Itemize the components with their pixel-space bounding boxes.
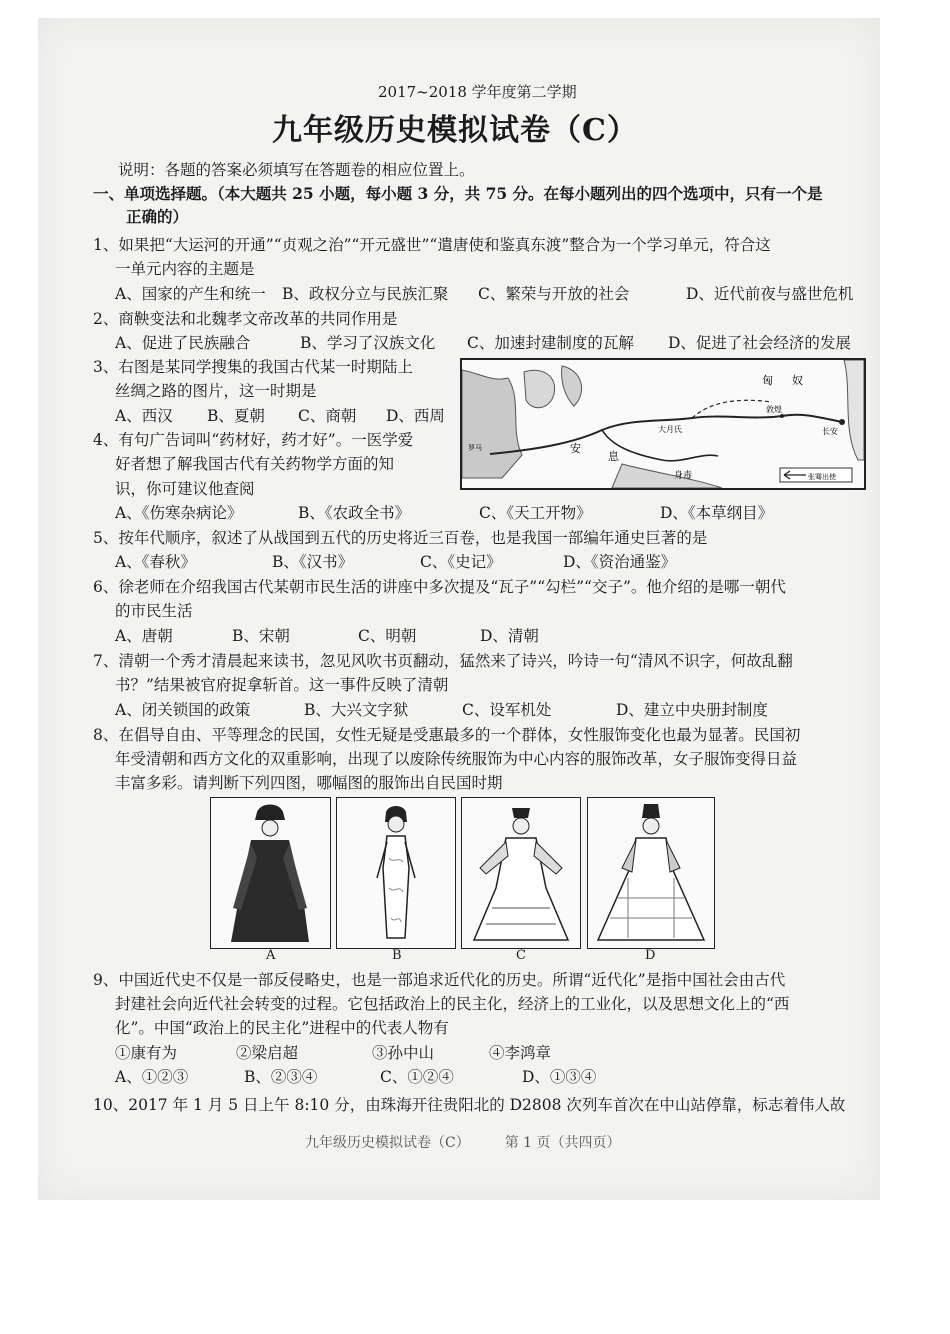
q6-stem-cont: 的市民生活 — [115, 602, 193, 620]
map-legend-label: 张骞出使 — [808, 474, 836, 481]
q1-option-a: A、国家的产生和统一 — [115, 285, 266, 303]
q8-stem: 8、在倡导自由、平等理念的民国，女性无疑是受惠最多的一个群体，女性服饰变化也最为显著。民国初 — [93, 726, 801, 744]
q2-option-c: C、加速封建制度的瓦解 — [467, 334, 634, 352]
q5-option-b: B、《汉书》 — [272, 553, 354, 571]
q8-stem-cont2: 丰富多彩。请判断下列四图，哪幅图的服饰出自民国时期 — [115, 774, 503, 792]
q1-stem: 1、如果把“大运河的开通”“贞观之治”“开元盛世”“遣唐使和鉴真东渡”整合为一个学习单元，符合这 — [93, 236, 771, 254]
q8-figure-c — [461, 797, 581, 949]
q9-person-1: ①康有为 — [115, 1044, 178, 1062]
q7-stem-cont: 书？”结果被官府捉拿斩首。这一事件反映了清朝 — [115, 676, 449, 694]
q4-option-c: C、《天工开物》 — [479, 504, 592, 522]
q9-person-2: ②梁启超 — [236, 1044, 299, 1062]
q8-figure-label: A — [266, 948, 276, 963]
q2-option-b: B、学习了汉族文化 — [300, 334, 436, 352]
q4-option-b: B、《农政全书》 — [298, 504, 411, 522]
q8-figure-label: D — [645, 948, 656, 963]
q4-option-a: A、《伤寒杂病论》 — [115, 504, 243, 522]
term-label: 2017~2018 学年度第二学期 — [378, 83, 577, 101]
q2-option-d: D、促进了社会经济的发展 — [668, 334, 851, 352]
q1-option-d: D、近代前夜与盛世危机 — [686, 285, 854, 303]
silk-road-map — [460, 358, 866, 490]
q4-option-d: D、《本草纲目》 — [660, 504, 774, 522]
silk-road-map-drawing — [462, 360, 864, 488]
q2-option-a: A、促进了民族融合 — [115, 334, 251, 352]
q8-figure-d — [587, 797, 715, 949]
q3-stem: 3、右图是某同学搜集的我国古代某一时期陆上 — [93, 358, 413, 376]
map-label: 息 — [608, 451, 619, 463]
q3-option-a: A、西汉 — [115, 407, 173, 425]
tang-dress-figure — [588, 798, 714, 948]
map-label: 安 — [570, 443, 581, 455]
q10-stem: 10、2017 年 1 月 5 日上午 8:10 分，由珠海开往贵阳北的 D2808 次列车首次在中山站停靠，标志着伟人故 — [93, 1096, 846, 1114]
q1-option-c: C、繁荣与开放的社会 — [478, 285, 630, 303]
map-label: 敦煌 — [766, 405, 782, 414]
q5-option-d: D、《资治通鉴》 — [563, 553, 677, 571]
map-label: 长安 — [822, 427, 838, 436]
q5-option-c: C、《史记》 — [420, 553, 502, 571]
q9-person-3: ③孙中山 — [372, 1044, 435, 1062]
map-label: 匈 — [762, 375, 773, 387]
q7-option-d: D、建立中央册封制度 — [616, 701, 768, 719]
q2-stem: 2、商鞅变法和北魏孝文帝改革的共同作用是 — [93, 310, 398, 328]
q5-option-a: A、《春秋》 — [115, 553, 196, 571]
q9-stem-cont: 封建社会向近代社会转变的过程。它包括政治上的民主化，经济上的工业化，以及思想文化上的“西 — [115, 995, 790, 1013]
q3-option-b: B、夏朝 — [207, 407, 265, 425]
q6-option-a: A、唐朝 — [115, 627, 173, 645]
q9-stem: 9、中国近代史不仅是一部反侵略史，也是一部追求近代化的历史。所谓“近代化”是指中国社会由古代 — [93, 971, 786, 989]
q3-option-c: C、商朝 — [298, 407, 357, 425]
q8-figure-a — [210, 797, 331, 949]
ming-dress-figure — [462, 798, 580, 948]
q4-stem-cont2: 识，你可建议他查阅 — [115, 480, 255, 498]
q9-stem-cont2: 化”。中国“政治上的民主化”进程中的代表人物有 — [115, 1019, 449, 1037]
q9-option-a: A、①②③ — [115, 1068, 189, 1086]
q8-figure-b — [336, 797, 456, 949]
q9-option-d: D、①③④ — [522, 1068, 597, 1086]
q6-option-c: C、明朝 — [358, 627, 417, 645]
q1-option-b: B、政权分立与民族汇聚 — [282, 285, 449, 303]
q1-stem-cont: 一单元内容的主题是 — [115, 260, 255, 278]
q9-option-b: B、②③④ — [244, 1068, 318, 1086]
q8-figure-label: C — [516, 948, 526, 963]
q7-option-a: A、闭关锁国的政策 — [115, 701, 251, 719]
q6-option-b: B、宋朝 — [232, 627, 290, 645]
map-label: 身毒 — [674, 470, 693, 480]
section-heading: 一、单项选择题。（本大题共 25 小题，每小题 3 分，共 75 分。在每小题列出的四个选项中，只有一个是 — [93, 184, 823, 203]
q8-figure-label: B — [392, 948, 402, 963]
q3-option-d: D、西周 — [386, 407, 445, 425]
q6-option-d: D、清朝 — [480, 627, 539, 645]
q4-stem: 4、有句广告词叫“药材好，药才好”。一医学爱 — [93, 431, 414, 449]
q7-option-c: C、设军机处 — [462, 701, 552, 719]
q9-person-4: ④李鸿章 — [489, 1044, 552, 1062]
q6-stem: 6、徐老师在介绍我国古代某朝市民生活的讲座中多次提及“瓦子”“勾栏”“交子”。他介绍的是哪一朝代 — [93, 578, 786, 596]
instructions-note: 说明：各题的答案必须填写在答题卷的相应位置上。 — [118, 161, 475, 179]
page-title: 九年级历史模拟试卷（C） — [272, 113, 638, 148]
q4-stem-cont: 好者想了解我国古代有关药物学方面的知 — [115, 455, 395, 473]
page-footer: 九年级历史模拟试卷（C） 第 1 页（共四页） — [305, 1135, 621, 1151]
q7-stem: 7、清朝一个秀才清晨起来读书，忽见风吹书页翻动，猛然来了诗兴，吟诗一句“清风不识字，何故乱翻 — [93, 652, 793, 670]
map-label: 大月氏 — [658, 425, 682, 434]
map-label: 奴 — [792, 375, 803, 387]
q9-option-c: C、①②④ — [380, 1068, 454, 1086]
qipao-figure — [337, 798, 455, 948]
q3-stem-cont: 丝绸之路的图片，这一时期是 — [115, 382, 317, 400]
q7-option-b: B、大兴文字狱 — [304, 701, 409, 719]
q8-stem-cont: 年受清朝和西方文化的双重影响，出现了以废除传统服饰为中心内容的服饰改革，女子服饰变得日益 — [115, 750, 798, 768]
q5-stem: 5、按年代顺序，叙述了从战国到五代的历史将近三百卷，也是我国一部编年通史巨著的是 — [93, 529, 708, 547]
section-heading-cont: 正确的） — [126, 207, 189, 226]
qing-dress-figure — [211, 798, 330, 948]
map-label: 罗马 — [468, 445, 482, 452]
